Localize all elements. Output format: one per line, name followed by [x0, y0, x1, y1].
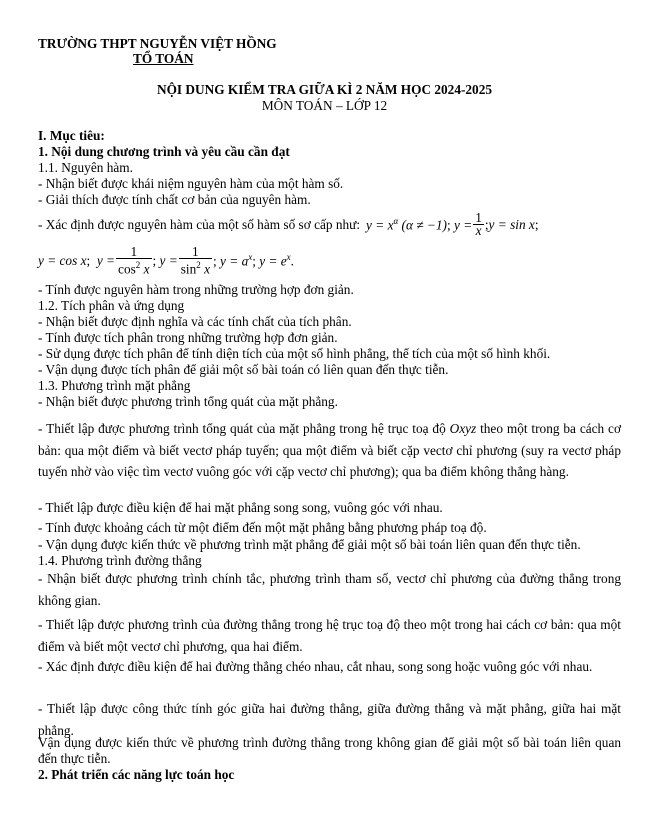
list-item: - Thiết lập được điều kiện để hai mặt phẳng song song, vuông góc với nhau.: [38, 500, 443, 515]
list-item-prefix: - Xác định được nguyên hàm của một số hàm số sơ cấp như:: [38, 216, 361, 232]
list-item: - Sử dụng được tích phân để tính diện tích của một số hình phẳng, thể tích của một số hình khối.: [38, 346, 551, 361]
list-item: - Tính được khoảng cách từ một điểm đến một mặt phẳng bằng phương pháp toạ độ.: [38, 520, 487, 535]
department-name: TỔ TOÁN: [133, 51, 194, 66]
formula-power: $y = x^\alpha$ (α ≠ −1); y =: [366, 215, 473, 233]
formula-sec-squared: $\frac{1}{\cos^2 x}$: [118, 244, 150, 277]
paragraph-angle-formulas: - Thiết lập được công thức tính góc giữa hai đường thẳng, giữa đường thẳng và mặt phẳng, giữa hai mặt phẳng.: [38, 701, 621, 738]
list-item: - Vận dụng được tích phân để giải một số bài toán có liên quan đến thực tiễn.: [38, 362, 449, 377]
coordinate-system: Oxyz: [449, 421, 477, 436]
list-item: - Giải thích được tính chất cơ bản của nguyên hàm.: [38, 192, 311, 207]
list-item-formulas-line-2: [38, 246, 294, 275]
school-name: TRƯỜNG THPT NGUYỄN VIỆT HỒNG: [38, 36, 277, 51]
heading-line-equation: 1.4. Phương trình đường thẳng: [38, 553, 202, 568]
paragraph-line-recognition: - Nhận biết được phương trình chính tắc, phương trình tham số, vectơ chỉ phương của đường thẳng trong không gian.: [38, 571, 621, 608]
section-content-requirements: 1. Nội dung chương trình và yêu cầu cần đạt: [38, 144, 290, 159]
formula-csc-squared: $\frac{1}{\sin^2 x}$: [180, 244, 211, 277]
formula-reciprocal: $\frac{1}{x}$: [475, 210, 482, 238]
list-item: - Tính được tích phân trong những trường hợp đơn giản.: [38, 330, 338, 345]
list-item: - Vận dụng được kiến thức về phương trình mặt phẳng để giải một số bài toán liên quan đến thực tiễn.: [38, 537, 581, 552]
subject-title: MÔN TOÁN – LỚP 12: [261, 98, 388, 113]
heading-plane-equation: 1.3. Phương trình mặt phẳng: [38, 378, 191, 393]
paragraph-text: theo một trong ba cách cơ bản: qua một điểm và biết vectơ pháp tuyến; qua một điểm và biết cặp vectơ chỉ phương (suy ra vectơ pháp tuyến nhờ vào việc tìm vectơ vuông góc với cặp vectơ chỉ phương); qua ba điểm không thẳng hàng.: [38, 421, 621, 479]
document-title: NỘI DUNG KIỂM TRA GIỮA KÌ 2 NĂM HỌC 2024-2025: [156, 82, 493, 97]
list-item: - Tính được nguyên hàm trong những trường hợp đơn giản.: [38, 282, 354, 297]
section-competencies: 2. Phát triển các năng lực toán học: [38, 767, 235, 782]
list-item: - Nhận biết được phương trình tổng quát của mặt phẳng.: [38, 394, 338, 409]
paragraph-line-setup: - Thiết lập được phương trình của đường thẳng trong hệ trục toạ độ theo một trong hai cách cơ bản: qua một điểm và biết một vectơ chỉ phương, qua hai điểm.: [38, 617, 621, 654]
formula-cos: y = cos x; y =: [38, 252, 116, 268]
list-item: - Nhận biết được khái niệm nguyên hàm của một hàm số.: [38, 176, 344, 191]
paragraph-plane-setup: [38, 418, 621, 483]
paragraph-application: Vận dụng được kiến thức về phương trình đường thẳng trong không gian để giải một số bài toán liên quan đến thực tiễn.: [38, 735, 621, 766]
heading-antiderivative: 1.1. Nguyên hàm.: [38, 160, 133, 175]
list-item-formulas-line-1: [38, 212, 539, 237]
paragraph-text: - Thiết lập được phương trình tổng quát của mặt phẳng trong hệ trục toạ độ: [38, 421, 450, 436]
formula-exponential: ; $y = a^x$; $y = e^x$.: [213, 252, 294, 269]
formula-csc-squared-lhs: ; y =: [152, 252, 178, 268]
section-objectives: I. Mục tiêu:: [38, 128, 105, 143]
paragraph-line-conditions: - Xác định được điều kiện để hai đường thẳng chéo nhau, cắt nhau, song song hoặc vuông góc với nhau.: [38, 659, 593, 674]
formula-sin: ;y = sin x;: [484, 216, 539, 232]
heading-integral: 1.2. Tích phân và ứng dụng: [38, 298, 185, 313]
list-item: - Nhận biết được định nghĩa và các tính chất của tích phân.: [38, 314, 352, 329]
